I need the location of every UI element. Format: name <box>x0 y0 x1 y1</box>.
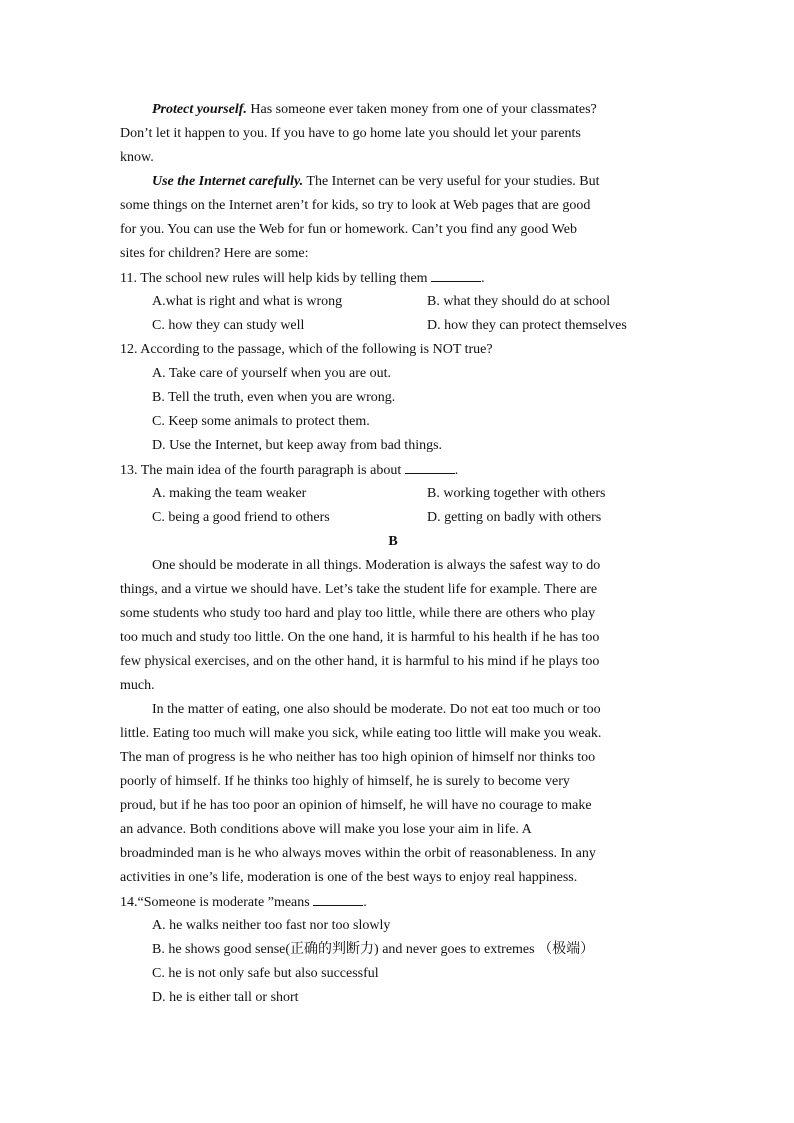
q12-option-b: B. Tell the truth, even when you are wrong. <box>152 390 396 405</box>
b-p2-line-7: broadminded man is he who always moves within the orbit of reasonableness. In any <box>120 846 596 861</box>
q13-option-a: A. making the team weaker <box>152 486 307 501</box>
b-p2-line-6: an advance. Both conditions above will make you lose your aim in life. A <box>120 822 532 837</box>
q11-stem: 11. The school new rules will help kids by telling them <box>120 271 428 286</box>
q12-option-d: D. Use the Internet, but keep away from bad things. <box>152 438 443 453</box>
q14-option-b: B. he shows good sense(正确的判断力) and never goes to extremes （极端） <box>152 942 595 957</box>
q13-stem-line <box>120 461 458 480</box>
q11-option-c: C. how they can study well <box>152 318 305 333</box>
b-p1-line-6: much. <box>120 678 155 693</box>
b-p2-line-8: activities in one’s life, moderation is one of the best ways to enjoy real happiness. <box>120 870 578 885</box>
q11-option-d: D. how they can protect themselves <box>427 318 627 333</box>
internet-lead: Use the Internet carefully. <box>152 174 304 189</box>
b-p1-line-3: some students who study too hard and play too little, while there are others who play <box>120 606 596 621</box>
b-p1-line-4: too much and study too little. On the one hand, it is harmful to his health if he has too <box>120 630 600 645</box>
b-p2-line-3: The man of progress is he who neither has too high opinion of himself nor thinks too <box>120 750 596 765</box>
q14-stem: 14.“Someone is moderate ”means <box>120 895 310 910</box>
protect-lead: Protect yourself. <box>152 102 247 117</box>
b-p2-line-5: proud, but if he has too poor an opinion of himself, he will have no courage to make <box>120 798 592 813</box>
internet-line-2: some things on the Internet aren’t for kids, so try to look at Web pages that are good <box>120 198 591 213</box>
q14-answer-blank[interactable] <box>313 893 363 906</box>
b-p1-line-2: things, and a virtue we should have. Let’s take the student life for example. There are <box>120 582 598 597</box>
b-p2-line-1: In the matter of eating, one also should be moderate. Do not eat too much or too <box>152 702 601 717</box>
b-p1-line-1: One should be moderate in all things. Moderation is always the safest way to do <box>152 558 601 573</box>
internet-line-4: sites for children? Here are some: <box>120 246 309 261</box>
q13-option-c: C. being a good friend to others <box>152 510 330 525</box>
q13-option-b: B. working together with others <box>427 486 606 501</box>
q14-end: . <box>363 895 367 910</box>
q11-answer-blank[interactable] <box>431 269 481 282</box>
q11-option-b: B. what they should do at school <box>427 294 611 309</box>
b-p2-line-4: poorly of himself. If he thinks too highly of himself, he is surely to become very <box>120 774 570 789</box>
q14-stem-line <box>120 893 367 912</box>
q13-answer-blank[interactable] <box>405 461 455 474</box>
q14-option-d: D. he is either tall or short <box>152 990 299 1005</box>
internet-text-1: The Internet can be very useful for your studies. But <box>303 174 600 189</box>
protect-line-1 <box>152 101 597 119</box>
q14-option-a: A. he walks neither too fast nor too slowly <box>152 918 391 933</box>
q13-option-d: D. getting on badly with others <box>427 510 602 525</box>
protect-text-1: Has someone ever taken money from one of your classmates? <box>246 102 597 117</box>
q12-option-c: C. Keep some animals to protect them. <box>152 414 370 429</box>
q11-option-a: A.what is right and what is wrong <box>152 294 343 309</box>
q11-end: . <box>481 271 485 286</box>
protect-line-3: know. <box>120 150 154 165</box>
b-p1-line-5: few physical exercises, and on the other hand, it is harmful to his mind if he plays too <box>120 654 600 669</box>
q13-stem: 13. The main idea of the fourth paragraph is about <box>120 463 402 478</box>
protect-line-2: Don’t let it happen to you. If you have to go home late you should let your parents <box>120 126 581 141</box>
section-b-heading: B <box>388 534 398 549</box>
internet-line-3: for you. You can use the Web for fun or homework. Can’t you find any good Web <box>120 222 577 237</box>
internet-line-1 <box>152 173 600 191</box>
q12-option-a: A. Take care of yourself when you are out. <box>152 366 392 381</box>
q11-stem-line <box>120 269 485 288</box>
b-p2-line-2: little. Eating too much will make you sick, while eating too little will make you weak. <box>120 726 602 741</box>
q13-end: . <box>454 463 459 478</box>
q12-stem: 12. According to the passage, which of the following is NOT true? <box>120 342 493 357</box>
q14-option-c: C. he is not only safe but also successful <box>152 966 379 981</box>
